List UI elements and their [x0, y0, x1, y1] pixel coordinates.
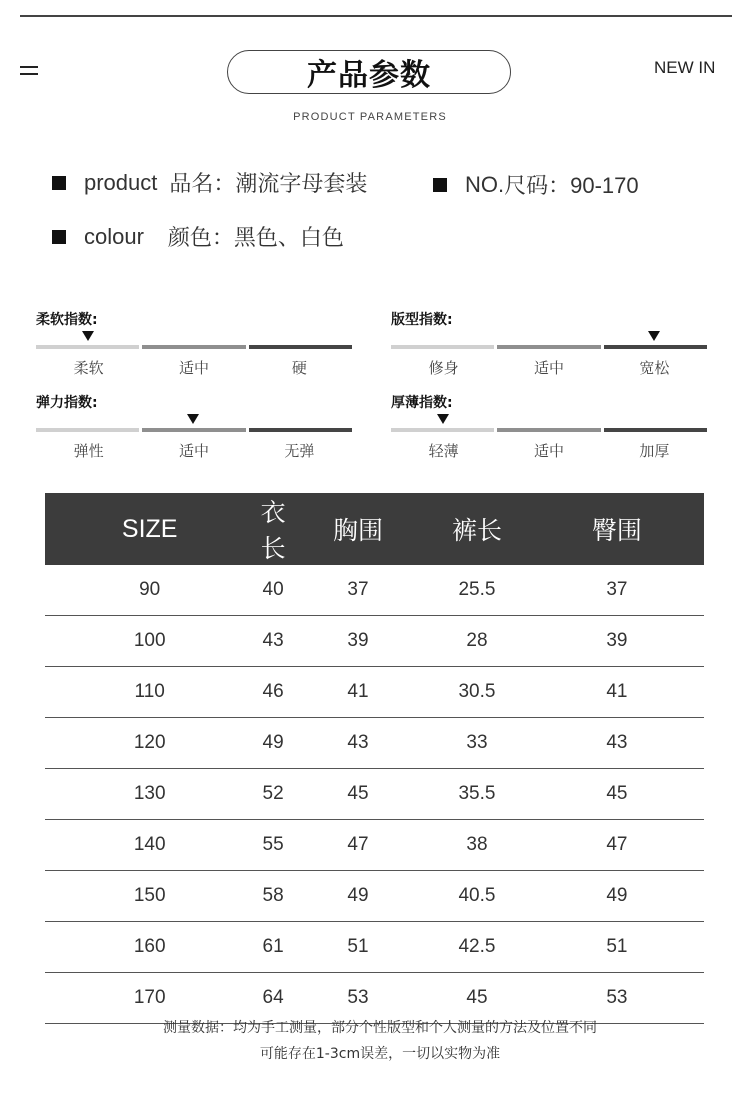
table-row: [45, 718, 704, 769]
index-bar: [391, 345, 707, 349]
table-cell: 51: [292, 922, 424, 973]
spec-colour: [52, 221, 344, 252]
top-divider: [20, 15, 732, 17]
square-bullet-icon: [52, 230, 66, 244]
table-row: [45, 871, 704, 922]
header-pants-length: 裤长: [424, 493, 530, 565]
level-label: 加厚: [639, 442, 670, 460]
triangle-down-icon: [648, 331, 660, 341]
table-cell: 39: [292, 616, 424, 667]
softness-index-label: 柔软指数:: [36, 312, 98, 328]
new-in-label: NEW IN: [654, 58, 716, 77]
table-cell: 170: [45, 973, 254, 1024]
square-bullet-icon: [433, 178, 447, 192]
table-cell: 140: [45, 820, 254, 871]
table-cell: 58: [254, 871, 291, 922]
table-cell: 46: [254, 667, 291, 718]
spec-product-en: product: [84, 169, 158, 195]
measurement-note-line1: 测量数据：均为手工测量，部分个性版型和个人测量的方法及位置不同: [163, 1020, 597, 1036]
spec-size-value: 尺码：90-170: [504, 173, 639, 198]
table-row: [45, 820, 704, 871]
table-cell: 37: [530, 565, 704, 616]
table-cell: 37: [292, 565, 424, 616]
triangle-down-icon: [437, 414, 449, 424]
level-label: 硬: [291, 359, 307, 377]
menu-icon[interactable]: [20, 66, 38, 75]
table-cell: 47: [292, 820, 424, 871]
header-length: 衣长: [254, 493, 291, 565]
table-cell: 33: [424, 718, 530, 769]
table-cell: 35.5: [424, 769, 530, 820]
thickness-index-label: 厚薄指数:: [391, 395, 453, 411]
table-row: [45, 667, 704, 718]
square-bullet-icon: [52, 176, 66, 190]
table-cell: 41: [292, 667, 424, 718]
index-bar: [36, 428, 352, 432]
fit-index-label: 版型指数:: [391, 312, 453, 328]
spec-colour-value: 颜色：黑色、白色: [167, 225, 344, 250]
table-cell: 30.5: [424, 667, 530, 718]
table-cell: 52: [254, 769, 291, 820]
table-cell: 41: [530, 667, 704, 718]
level-label: 柔软: [73, 359, 104, 377]
level-label: 弹性: [73, 442, 104, 460]
table-cell: 100: [45, 616, 254, 667]
table-cell: 150: [45, 871, 254, 922]
table-cell: 53: [530, 973, 704, 1024]
page-subtitle: PRODUCT PARAMETERS: [293, 111, 447, 123]
spec-size-en: NO.: [465, 171, 505, 197]
table-cell: 40.5: [424, 871, 530, 922]
elasticity-index-label: 弹力指数:: [36, 395, 98, 411]
table-cell: 43: [530, 718, 704, 769]
table-row: [45, 616, 704, 667]
level-label: 修身: [428, 359, 459, 377]
table-cell: 47: [530, 820, 704, 871]
table-cell: 42.5: [424, 922, 530, 973]
triangle-down-icon: [187, 414, 199, 424]
table-cell: 51: [530, 922, 704, 973]
header-hip: 臀围: [530, 493, 704, 565]
table-cell: 130: [45, 769, 254, 820]
header-chest: 胸围: [292, 493, 424, 565]
table-cell: 64: [254, 973, 291, 1024]
table-cell: 61: [254, 922, 291, 973]
table-cell: 28: [424, 616, 530, 667]
index-bar: [391, 428, 707, 432]
table-cell: 38: [424, 820, 530, 871]
level-label: 适中: [533, 442, 564, 460]
table-cell: 40: [254, 565, 291, 616]
table-cell: 43: [292, 718, 424, 769]
table-cell: 25.5: [424, 565, 530, 616]
table-cell: 110: [45, 667, 254, 718]
header-size: SIZE: [45, 493, 254, 565]
table-cell: 45: [292, 769, 424, 820]
measurement-note-line2: 可能存在1-3cm误差，一切以实物为准: [259, 1046, 501, 1062]
table-cell: 45: [424, 973, 530, 1024]
index-bar: [36, 345, 352, 349]
table-cell: 49: [254, 718, 291, 769]
table-row: [45, 565, 704, 616]
table-cell: 160: [45, 922, 254, 973]
table-cell: 45: [530, 769, 704, 820]
level-label: 适中: [178, 359, 209, 377]
table-cell: 53: [292, 973, 424, 1024]
spec-product: [52, 167, 367, 198]
triangle-down-icon: [82, 331, 94, 341]
level-label: 宽松: [639, 359, 670, 377]
table-row: [45, 769, 704, 820]
table-cell: 49: [530, 871, 704, 922]
size-table: [45, 493, 704, 1024]
level-label: 轻薄: [428, 442, 459, 460]
table-header-row: [45, 493, 704, 565]
table-cell: 43: [254, 616, 291, 667]
level-label: 适中: [533, 359, 564, 377]
table-cell: 120: [45, 718, 254, 769]
table-cell: 49: [292, 871, 424, 922]
spec-size: [433, 169, 639, 200]
spec-colour-en: colour: [84, 223, 144, 249]
table-cell: 90: [45, 565, 254, 616]
spec-product-value: 品名：潮流字母套装: [169, 171, 368, 196]
page-title: 产品参数: [227, 50, 511, 94]
level-label: 无弹: [284, 442, 315, 460]
level-label: 适中: [178, 442, 209, 460]
table-row: [45, 922, 704, 973]
table-cell: 55: [254, 820, 291, 871]
table-cell: 39: [530, 616, 704, 667]
